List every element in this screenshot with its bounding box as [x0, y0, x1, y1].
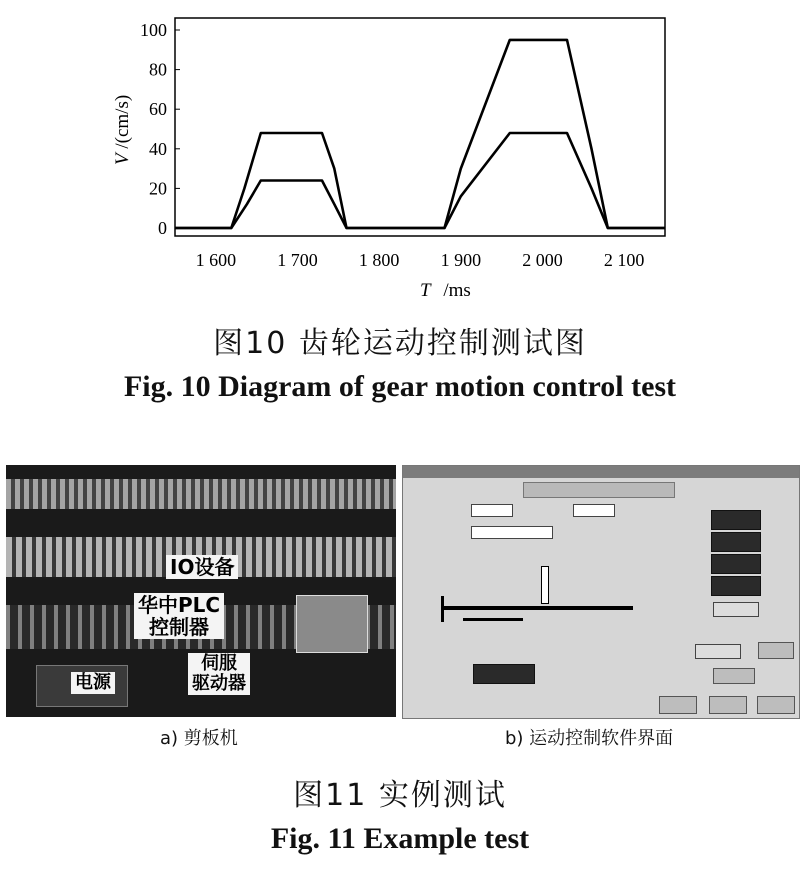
cabinet-rail-top [6, 479, 396, 509]
series-lines [175, 40, 665, 228]
value-display-1 [711, 510, 761, 530]
servo-label-line1: 伺服 [201, 653, 237, 674]
window-titlebar [403, 466, 799, 478]
motion-control-software-screenshot [402, 465, 800, 719]
exit-button[interactable] [757, 696, 795, 714]
value-display-3 [711, 554, 761, 574]
reset-button[interactable] [713, 668, 755, 684]
parameter-box [713, 602, 759, 617]
confirm-button[interactable] [758, 642, 794, 659]
shear-arm-diagram [463, 618, 523, 621]
y-tick-label: 40 [149, 138, 167, 159]
x-axis-ticks [196, 250, 645, 270]
shear-blade-diagram [443, 606, 633, 610]
pause-button[interactable] [709, 696, 747, 714]
y-axis-label: V /(cm/s) [112, 94, 133, 165]
servo-label-line2: 驱动器 [192, 672, 246, 694]
device-mode-box [471, 504, 513, 517]
x-axis-label: T /ms [420, 280, 471, 301]
status-box [573, 504, 615, 517]
plc-controller-label [134, 593, 224, 639]
window-banner [523, 482, 675, 498]
fig11-caption-en: Fig. 11 Example test [270, 822, 530, 855]
x-tick-label: 1 700 [277, 250, 318, 270]
x-tick-label: 2 000 [522, 250, 563, 270]
y-tick-label: 60 [149, 99, 167, 120]
subfigure-b-caption: b) 运动控制软件界面 [505, 728, 674, 749]
y-tick-label: 80 [149, 59, 167, 80]
power-label: 电源 [71, 672, 115, 694]
x-tick-label: 1 800 [358, 250, 400, 270]
x-tick-label: 1 600 [195, 250, 237, 270]
fig11-caption-cn: 图11 实例测试 [293, 778, 507, 813]
bottom-value-display [473, 664, 535, 684]
plc-label-line2: 控制器 [149, 615, 210, 639]
fig10-caption-en: Fig. 10 Diagram of gear motion control test [123, 370, 677, 403]
x-tick-label: 2 100 [603, 250, 645, 270]
x-tick-label: 1 900 [440, 250, 482, 270]
y-tick-label: 0 [158, 218, 167, 238]
y-tick-label: 20 [149, 178, 167, 199]
shear-post-diagram [541, 566, 549, 604]
value-display-4 [711, 576, 761, 596]
shear-left-marker [441, 596, 444, 622]
servo-module [296, 595, 368, 653]
subfigure-a-caption: a) 剪板机 [160, 728, 238, 749]
plc-label-line1: 华中PLC [138, 593, 221, 617]
servo-driver-label [188, 653, 250, 695]
fig10-caption-cn: 图10 齿轮运动控制测试图 [213, 326, 587, 361]
y-tick-label: 100 [140, 20, 167, 40]
operation-box [471, 526, 553, 539]
value-display-2 [711, 532, 761, 552]
gear-motion-chart [0, 0, 800, 310]
shearing-machine-photo [6, 465, 396, 717]
io-device-label: IO设备 [166, 555, 238, 579]
y-axis-ticks [140, 20, 180, 238]
start-button[interactable] [659, 696, 697, 714]
range-box [695, 644, 741, 659]
